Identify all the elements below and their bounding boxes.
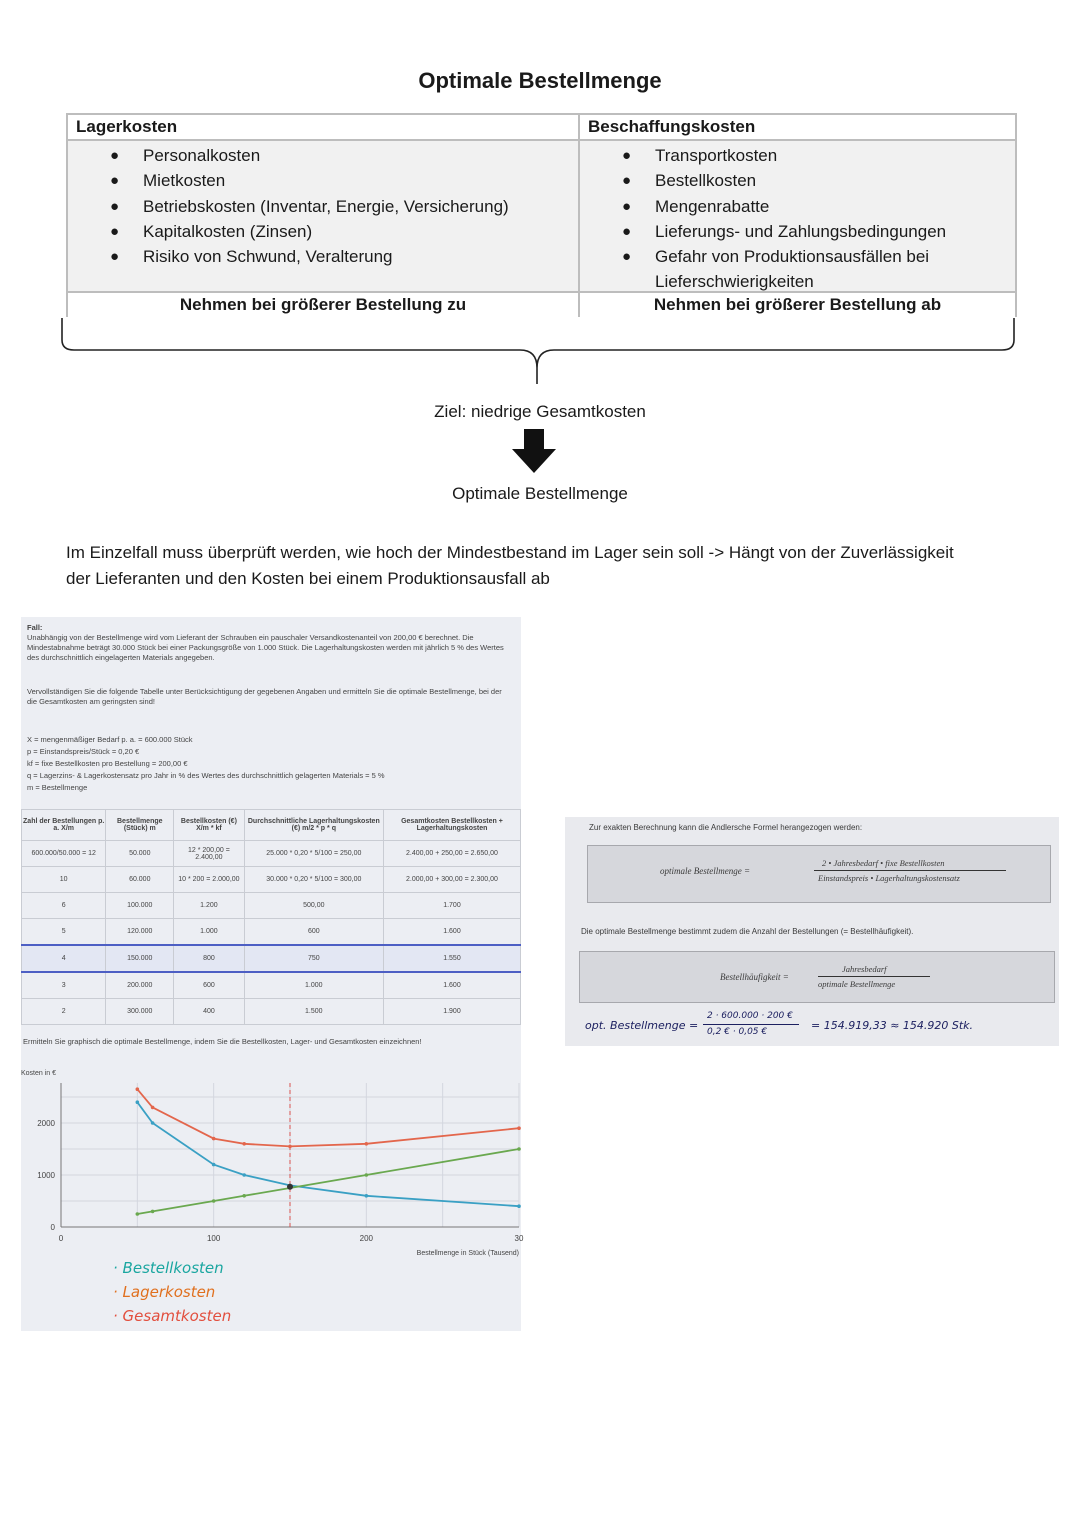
- legend-label: Gesamtkosten: [122, 1307, 232, 1325]
- table-cell: 500,00: [244, 893, 383, 919]
- table-cell: 10: [22, 867, 106, 893]
- goal-text: Ziel: niedrige Gesamtkosten: [434, 402, 646, 421]
- table-cell: 2.000,00 + 300,00 = 2.300,00: [383, 867, 520, 893]
- data-point: [242, 1194, 246, 1198]
- data-point: [151, 1210, 155, 1214]
- cost-comparison-table: [66, 113, 1017, 317]
- fraction-line: [814, 870, 1006, 871]
- bullet-icon: ●: [622, 147, 632, 164]
- list-item: ● Kapitalkosten (Zinsen): [68, 219, 578, 244]
- storage-costs-list: [68, 141, 578, 293]
- series-line-lagerkosten: [137, 1149, 519, 1214]
- procurement-costs-column: [580, 115, 1015, 315]
- variable-line: m = Bestellmenge: [27, 783, 88, 792]
- data-point: [151, 1106, 155, 1110]
- formula-numerator: Jahresbedarf: [842, 964, 887, 974]
- data-point: [365, 1142, 369, 1146]
- handwritten-label: opt. Bestellmenge =: [585, 1019, 699, 1032]
- formula-denominator: optimale Bestellmenge: [818, 979, 896, 989]
- legend-label: Lagerkosten: [122, 1283, 216, 1301]
- note-paragraph: Im Einzelfall muss überprüft werden, wie hoch der Mindestbestand im Lager sein soll -> Hängt von der Zuverlässigkeit der Lieferanten und den Kosten bei einem Produktionsausfall ab: [66, 543, 954, 588]
- legend-label: Bestellkosten: [122, 1259, 224, 1277]
- list-item: ● Risiko von Schwund, Veralterung: [68, 244, 578, 269]
- bullet-icon: ●: [110, 197, 120, 215]
- x-axis-label: Bestellmenge in Stück (Tausend): [416, 1250, 519, 1257]
- intersection-point: [287, 1184, 293, 1190]
- y-axis-label: Kosten in €: [21, 1070, 57, 1077]
- bullet-icon: ●: [622, 197, 632, 215]
- result-text: Optimale Bestellmenge: [452, 484, 628, 503]
- table-cell: 2.400,00 + 250,00 = 2.650,00: [383, 841, 520, 867]
- data-point: [136, 1087, 140, 1091]
- table-cell: 1.600: [383, 972, 520, 999]
- data-point: [517, 1147, 521, 1151]
- data-point: [365, 1173, 369, 1177]
- table-cell: 4: [22, 945, 106, 972]
- table-cell: 12 * 200,00 = 2.400,00: [174, 841, 244, 867]
- formula-denominator: Einstandspreis • Lagerhaltungskostensatz: [818, 873, 960, 883]
- y-tick-label: 2000: [37, 1119, 55, 1128]
- table-cell: 50.000: [106, 841, 174, 867]
- table-cell: 10 * 200 = 2.000,00: [174, 867, 244, 893]
- table-cell: 600: [244, 919, 383, 946]
- bullet-icon: ●: [110, 222, 120, 240]
- list-item: ● Mengenrabatte: [580, 194, 1015, 219]
- table-row: [22, 867, 521, 893]
- procurement-costs-footer: Nehmen bei größerer Bestellung ab: [580, 293, 1015, 317]
- data-point: [136, 1212, 140, 1216]
- table-header-cell: Zahl der Bestellungen p. a. X/m: [22, 810, 106, 841]
- x-tick-label: 30: [514, 1234, 524, 1243]
- data-point: [136, 1100, 140, 1104]
- table-cell: 800: [174, 945, 244, 972]
- formula-box-optimal: [587, 845, 1051, 903]
- variable-line: q = Lagerzins- & Lagerkostensatz pro Jahr in % des Wertes des durchschnittlich gelagerten Materials = 5 %: [27, 771, 385, 780]
- legend-item-storage: · Lagerkosten: [113, 1283, 216, 1301]
- x-tick-label: 200: [359, 1234, 374, 1243]
- formula-photo: [565, 817, 1059, 1046]
- formula-left: optimale Bestellmenge =: [660, 866, 751, 876]
- list-item: ● Gefahr von Produktionsausfällen bei Lieferschwierigkeiten: [580, 244, 1015, 295]
- legend-item-ordering: · Bestellkosten: [113, 1259, 224, 1277]
- table-cell: 750: [244, 945, 383, 972]
- table-header-cell: Bestellkosten (€) X/m * kf: [174, 810, 244, 841]
- bullet-icon: ●: [110, 172, 120, 190]
- procurement-costs-list: [580, 141, 1015, 293]
- bullet-icon: ●: [110, 147, 120, 164]
- y-tick-label: 0: [50, 1223, 55, 1232]
- storage-costs-footer: Nehmen bei größerer Bestellung zu: [68, 293, 578, 317]
- list-item: ● Lieferungs- und Zahlungsbedingungen: [580, 219, 1015, 244]
- worksheet-photo: [21, 617, 524, 1331]
- table-row: [22, 919, 521, 946]
- table-cell: 25.000 * 0,20 * 5/100 = 250,00: [244, 841, 383, 867]
- table-cell: 2: [22, 999, 106, 1025]
- variable-line: p = Einstandspreis/Stück = 0,20 €: [27, 747, 140, 756]
- list-item: ● Bestellkosten: [580, 168, 1015, 193]
- table-cell: 150.000: [106, 945, 174, 972]
- storage-costs-header: Lagerkosten: [68, 115, 578, 141]
- data-point: [151, 1121, 155, 1125]
- table-header-cell: Gesamtkosten Bestellkosten + Lagerhaltungskosten: [383, 810, 520, 841]
- table-row: [22, 999, 521, 1025]
- table-cell: 1.700: [383, 893, 520, 919]
- table-cell: 60.000: [106, 867, 174, 893]
- task-two: Ermitteln Sie graphisch die optimale Bestellmenge, indem Sie die Bestellkosten, Lager- und Gesamtkosten einzeichnen!: [23, 1037, 422, 1046]
- data-point: [288, 1145, 292, 1149]
- table-cell: 30.000 * 0,20 * 5/100 = 300,00: [244, 867, 383, 893]
- data-point: [212, 1163, 216, 1167]
- x-tick-label: 100: [206, 1234, 221, 1243]
- data-point: [212, 1199, 216, 1203]
- fraction-line: [703, 1024, 799, 1025]
- y-tick-label: 1000: [37, 1171, 55, 1180]
- table-cell: 1.600: [383, 919, 520, 946]
- bullet-icon: ●: [622, 222, 632, 240]
- formula-intro: Zur exakten Berechnung kann die Andlersche Formel herangezogen werden:: [589, 823, 863, 832]
- series-line-bestellkosten: [137, 1102, 519, 1206]
- data-point: [212, 1137, 216, 1141]
- page-title: Optimale Bestellmenge: [418, 68, 662, 93]
- list-item: ● Transportkosten: [580, 143, 1015, 168]
- variable-line: X = mengenmäßiger Bedarf p. a. = 600.000 Stück: [27, 735, 193, 744]
- procurement-costs-header: Beschaffungskosten: [580, 115, 1015, 141]
- table-cell: 1.900: [383, 999, 520, 1025]
- table-row: [22, 893, 521, 919]
- data-point: [242, 1142, 246, 1146]
- storage-costs-column: [68, 115, 580, 315]
- table-header-cell: Bestellmenge (Stück) m: [106, 810, 174, 841]
- bullet-icon: ●: [622, 172, 632, 190]
- table-cell: 1.000: [174, 919, 244, 946]
- table-cell: 5: [22, 919, 106, 946]
- table-cell: 300.000: [106, 999, 174, 1025]
- curly-brace: [0, 312, 1080, 392]
- list-item: ● Betriebskosten (Inventar, Energie, Versicherung): [68, 194, 578, 219]
- down-arrow-icon: [510, 429, 558, 475]
- formula-box-frequency: [579, 951, 1055, 1003]
- table-cell: 400: [174, 999, 244, 1025]
- x-tick-label: 0: [58, 1234, 64, 1243]
- table-cell: 600.000/50.000 = 12: [22, 841, 106, 867]
- table-cell: 6: [22, 893, 106, 919]
- formula-numerator: 2 • Jahresbedarf • fixe Bestellkosten: [822, 858, 945, 868]
- handwritten-numerator: 2 · 600.000 · 200 €: [707, 1011, 793, 1021]
- table-cell: 200.000: [106, 972, 174, 999]
- bullet-icon: ●: [110, 248, 120, 266]
- handwritten-denominator: 0,2 € · 0,05 €: [707, 1027, 768, 1037]
- variable-line: kf = fixe Bestellkosten pro Bestellung = 200,00 €: [27, 759, 188, 768]
- series-line-gesamtkosten: [137, 1089, 519, 1146]
- table-cell: 1.550: [383, 945, 520, 972]
- table-cell: 1.000: [244, 972, 383, 999]
- table-cell: 1.200: [174, 893, 244, 919]
- table-cell: 3: [22, 972, 106, 999]
- table-cell: 120.000: [106, 919, 174, 946]
- table-cell: 1.500: [244, 999, 383, 1025]
- list-item: ● Personalkosten: [68, 143, 578, 168]
- fraction-line: [818, 976, 930, 977]
- table-cell: 600: [174, 972, 244, 999]
- legend-item-total: · Gesamtkosten: [113, 1307, 232, 1325]
- formula-left: Bestellhäufigkeit =: [720, 972, 789, 982]
- data-point: [517, 1204, 521, 1208]
- table-row: [22, 972, 521, 999]
- bullet-icon: ●: [622, 248, 632, 266]
- case-label: Fall:: [27, 623, 43, 632]
- highlighted-table-row: [22, 945, 521, 972]
- list-item: ● Mietkosten: [68, 168, 578, 193]
- data-point: [242, 1173, 246, 1177]
- table-row: [22, 841, 521, 867]
- handwritten-result: = 154.919,33 ≈ 154.920 Stk.: [811, 1019, 974, 1032]
- task-one: Vervollständigen Sie die folgende Tabelle unter Berücksichtigung der gegebenen Angaben und ermitteln Sie die optimale Bestellmenge, bei der die Gesamtkosten am geringsten sind!: [27, 687, 502, 706]
- data-point: [365, 1194, 369, 1198]
- cost-chart: [21, 1065, 524, 1261]
- data-point: [517, 1126, 521, 1130]
- table-header-row: [22, 810, 521, 841]
- formula-middle-text: Die optimale Bestellmenge bestimmt zudem die Anzahl der Bestellungen (= Bestellhäufigkeit).: [581, 927, 914, 936]
- table-header-cell: Durchschnittliche Lagerhaltungskosten (€) m/2 * p * q: [244, 810, 383, 841]
- table-cell: 100.000: [106, 893, 174, 919]
- case-text: Unabhängig von der Bestellmenge wird vom Lieferant der Schrauben ein pauschaler Versandkostenanteil von 200,00 € berechnet. Die Mindestabnahme beträgt 30.000 Stück bei einer Packungsgröße von 1.000 Stück. Die Lagerhaltungskosten werden mit jährlich 5 % des Wertes des durchschnittlich eingelagerten Materials angegeben.: [27, 633, 504, 662]
- order-quantity-table: [21, 809, 521, 1025]
